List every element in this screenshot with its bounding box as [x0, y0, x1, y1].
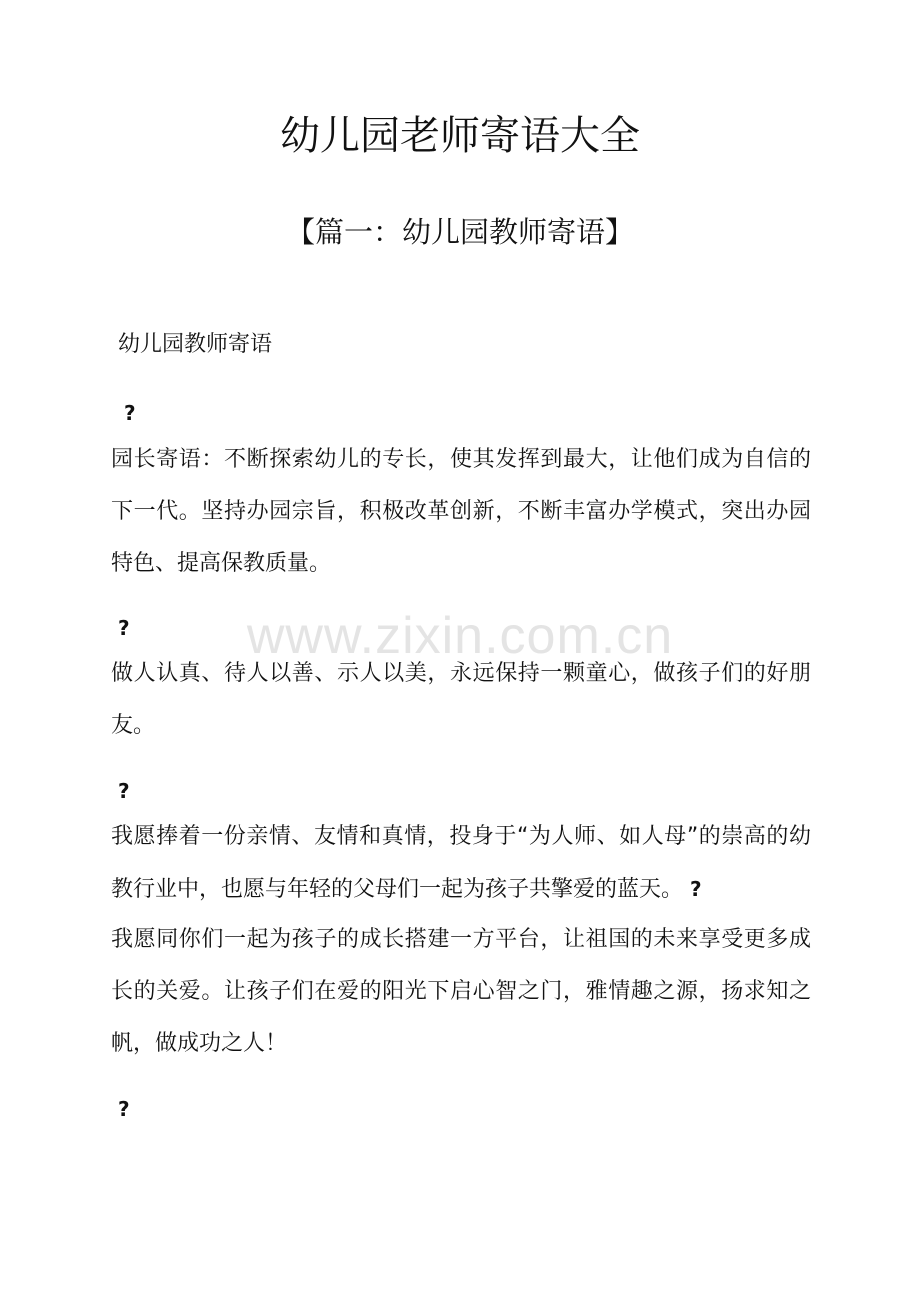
paragraph-2: 做人认真、待人以善、示人以美，永远保持一颗童心，做孩子们的好朋友。 [111, 661, 811, 738]
paragraph-3 [111, 811, 811, 916]
question-mark: ? [124, 401, 136, 425]
document-title: 幼儿园老师寄语大全 [280, 113, 640, 159]
paragraph-4: 我愿同你们一起为孩子的成长搭建一方平台，让祖国的未来享受更多成长的关爱。让孩子们在爱的阳光下启心智之门，雅情趣之源，扬求知之帆，做成功之人！ [111, 927, 811, 1056]
question-mark: ? [118, 616, 130, 640]
question-mark: ? [118, 1097, 130, 1121]
paragraph-1: 园长寄语：不断探索幼儿的专长，使其发挥到最大，让他们成为自信的下一代。坚持办园宗旨，积极改革创新，不断丰富办学模式，突出办园特色、提高保教质量。 [111, 447, 811, 576]
section-heading: 幼儿园教师寄语 [118, 332, 273, 357]
question-mark: ? [118, 779, 130, 803]
question-mark-inline: ? [690, 877, 702, 901]
watermark: www.zixin.com.cn [246, 607, 674, 665]
document-subtitle: 【篇一：幼儿园教师寄语】 [285, 215, 634, 249]
paragraph-3-text: 我愿捧着一份亲情、友情和真情，投身于“为人师、如人母”的崇高的幼教行业中，也愿与年轻的父母们一起为孩子共擎爱的蓝天。 [111, 824, 811, 902]
